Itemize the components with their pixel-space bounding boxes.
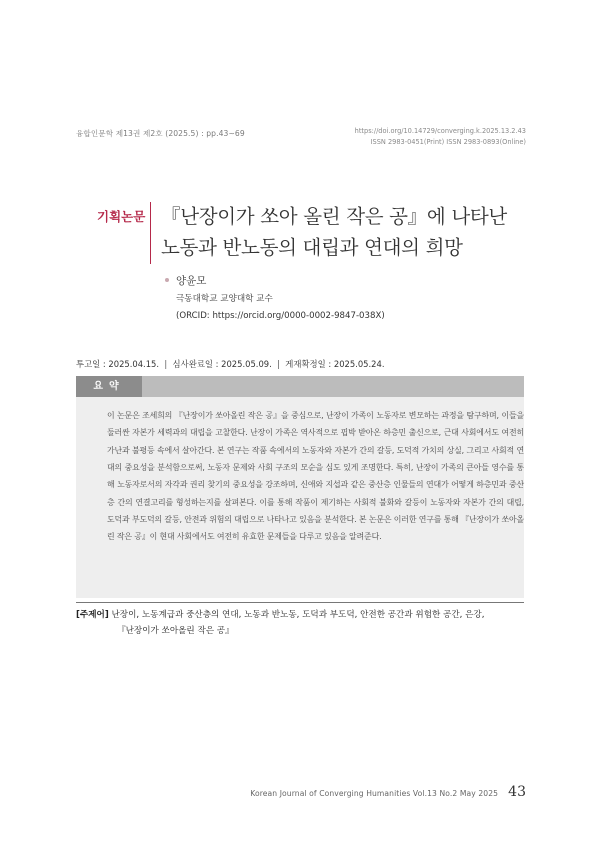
page-number: 43 [508,784,526,800]
section-label: 기획논문 [97,209,146,224]
publication-ids [355,126,526,147]
title-rule [150,202,151,264]
abstract-label: 요약 [76,376,142,397]
page-footer [250,781,526,800]
footer-journal: Korean Journal of Converging Humanities Vol.13 No.2 May 2025 [250,789,499,798]
author-affiliation: 극동대학교 교양대학 교수 [176,294,273,304]
keywords [76,607,536,639]
keywords-line-1 [76,607,536,623]
keywords-list: 난장이, 노동계급과 중산층의 연대, 노동과 반노동, 도덕과 부도덕, 안전한 공간과 위험한 공간, 은강, [111,610,485,620]
author-orcid[interactable]: (ORCID: https://orcid.org/0000-0002-9847-038X) [176,311,385,321]
doi-link[interactable]: https://doi.org/10.14729/converging.k.2025.13.2.43 [354,127,526,135]
abstract-text: 이 논문은 조세희의 『난장이가 쏘아올린 작은 공』을 중심으로, 난장이 가족이 노동자로 변모하는 과정을 탐구하며, 이들을 둘러싼 자본가 세력과의 대립을 고찰한다. 난장이 가족은 역사적으로 핍박 받아온 하층민 출신으로, 근대 사회에서도 여전히 가난과 불평등 속에서 살아간다. 본 연구는 작품 속에서의 노동자와 자본가 간의 갈등, 도덕적 가치의 상실, 그리고 사회적 연대의 중요성을 분석함으로써, 노동자 문제와 사회 구조의 모순을 심도 있게 조명한다. 특히, 난장이 가족의 큰아들 영수를 통해 노동자로서의 자각과 권리 찾기의 중요성을 강조하며, 신애와 지섭과 같은 중산층 인물들의 연대가 어떻게 하층민과 중산층 간의 연결고리를 형성하는지를 살펴본다. 이를 통해 작품이 제기하는 사회적 불화와 갈등이 노동자와 자본가 간의 대립, 도덕과 부도덕의 갈등, 안전과 위험의 대립으로 나타나고 있음을 분석한다. 본 논문은 이러한 연구를 통해 『난장이가 쏘아올린 작은 공』이 현대 사회에서도 여전히 유효한 문제들을 다루고 있음을 알려준다. [107,411,524,542]
title-line-2: 노동과 반노동의 대립과 연대의 희망 [161,236,463,259]
issn: ISSN 2983-0451(Print) ISSN 2983-0893(Online) [370,137,526,146]
date-received: 투고일 : 2025.04.15. [76,359,160,369]
author-name: 양윤모 [176,275,207,287]
date-accepted: 게재확정일 : 2025.05.24. [285,359,385,369]
article-title [161,201,507,263]
author-bullet [165,278,169,282]
date-reviewed: 심사완료일 : 2025.05.09. [172,359,272,369]
abstract-header-bar [76,376,524,397]
keywords-label: [주제어] [76,610,109,620]
article-dates [76,358,385,370]
title-line-1: 『난장이가 쏘아 올린 작은 공』에 나타난 [161,205,507,228]
date-separator: | [164,359,168,369]
date-separator: | [277,359,280,369]
keywords-rule [76,602,524,603]
journal-issue: 융합인문학 제13권 제2호 (2025.5) : pp.43~69 [76,129,245,138]
keywords-line-2: 『난장이가 쏘아올린 작은 공』 [117,626,234,636]
